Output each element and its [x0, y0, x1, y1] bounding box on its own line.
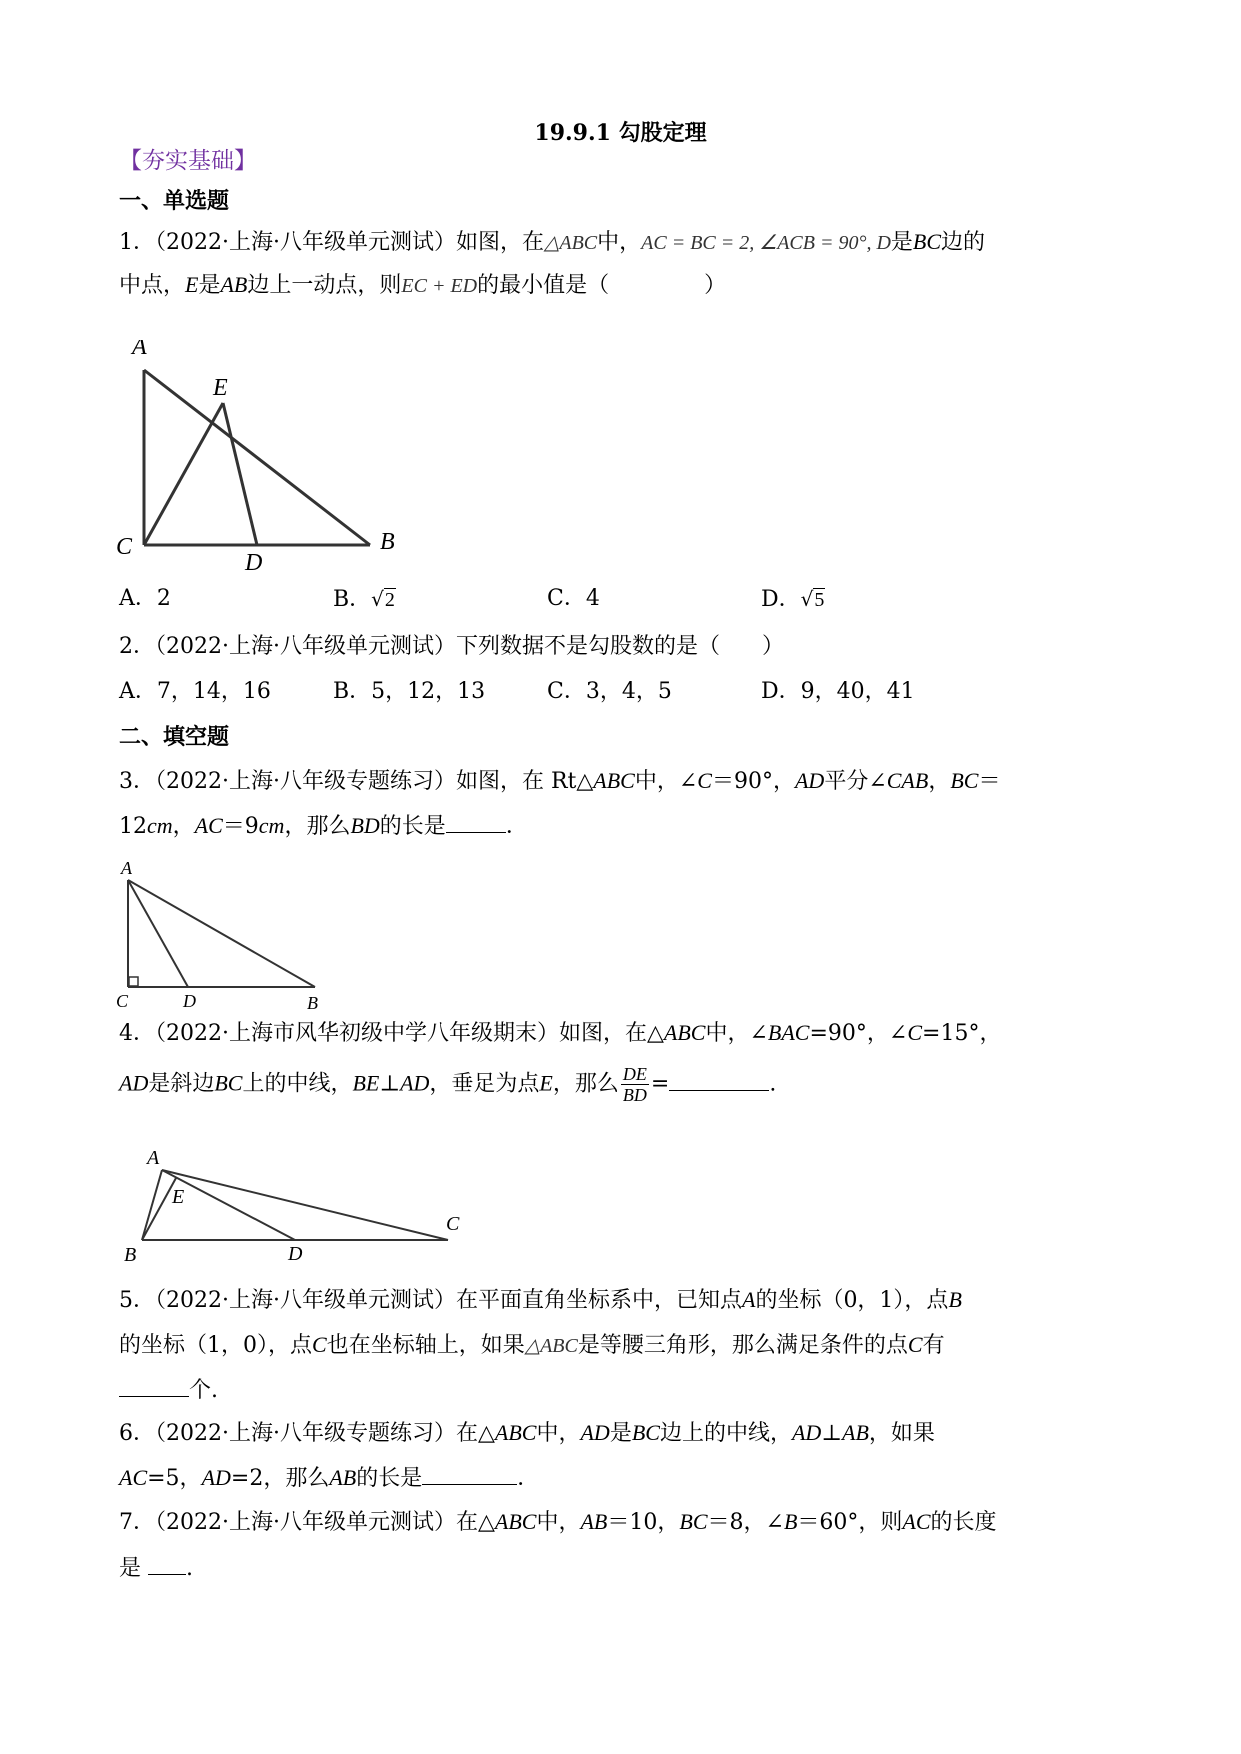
q6-var: AD: [580, 1420, 610, 1445]
q1-label-e: E: [213, 375, 228, 401]
q1-expression: EC + ED: [401, 275, 478, 297]
q3-label-a: A: [121, 858, 132, 878]
q3-label-c: C: [116, 991, 129, 1011]
q5-number: 5．: [119, 1288, 155, 1313]
q6-var: BC: [631, 1420, 660, 1445]
q3-text: ＝9: [222, 814, 259, 839]
q4-text: ，垂足为点: [429, 1071, 540, 1097]
option-label: A．: [119, 586, 157, 611]
q6-number: 6．: [119, 1421, 155, 1446]
q1-segment-ed: [223, 403, 257, 545]
option-value: 5: [814, 589, 825, 611]
q1-option-c[interactable]: [547, 584, 600, 614]
q3-unit: cm: [258, 813, 285, 838]
q3-number: 3．: [119, 769, 155, 794]
q7-var: B: [783, 1509, 798, 1534]
q5-text: 也在坐标轴上，如果: [326, 1333, 525, 1358]
q3-var: AD: [794, 768, 825, 793]
q3-text: 中，∠: [634, 769, 698, 794]
q5-var: C: [312, 1332, 327, 1357]
q4-edge-ab: [142, 1170, 162, 1240]
q1-line1: [119, 227, 985, 258]
q1-text: 边的: [941, 230, 986, 255]
sqrt-sign: √5: [800, 587, 825, 611]
q7-answer-blank[interactable]: [148, 1552, 186, 1575]
q3-text: ＝90°，: [711, 769, 795, 794]
q6-var: AD: [201, 1465, 231, 1490]
q1-var: AB: [220, 272, 248, 297]
option-label: C．: [547, 679, 586, 704]
q3-unit: cm: [147, 813, 173, 838]
q6-var: AC: [119, 1465, 148, 1490]
q6-line2: [119, 1462, 539, 1494]
q4-text: =15°，: [922, 1021, 1002, 1046]
q3-text: ＝: [978, 769, 1001, 794]
q3-var: ABC: [593, 768, 635, 793]
q3-text: ，: [172, 814, 195, 839]
q6-text: 边上的中线，: [659, 1421, 792, 1446]
option-label: D．: [761, 587, 801, 612]
q1-triangle-figure: [110, 340, 410, 570]
q2-text: ）: [761, 634, 784, 659]
q4-label-d: D: [288, 1243, 303, 1262]
q4-label-c: C: [446, 1213, 460, 1235]
q5-triangle: △ABC: [524, 1335, 578, 1357]
q6-text: ⊥: [821, 1421, 842, 1446]
q7-text: 的长度: [930, 1510, 997, 1535]
q5-var: C: [907, 1332, 923, 1357]
q3-right-angle-mark: [129, 977, 138, 986]
q3-text: （2022·上海·八年级专题练习）如图，在 Rt△: [155, 769, 594, 794]
q3-text: ，那么: [284, 814, 351, 839]
q1-text: 边上一动点，则: [247, 273, 402, 298]
q5-var: B: [948, 1287, 962, 1312]
q4-var: BC: [214, 1070, 243, 1096]
q6-text: =2，那么: [230, 1466, 330, 1491]
q7-text: 是: [119, 1556, 142, 1581]
q4-text: =90°，∠: [809, 1021, 908, 1046]
q1-number: 1．: [119, 230, 155, 255]
q3-line2: [119, 810, 528, 842]
section-basic-heading: 【夯实基础】: [119, 148, 257, 174]
q6-text: 中，: [536, 1421, 581, 1446]
option-value: 2: [384, 589, 395, 611]
q4-var: AD: [119, 1070, 149, 1096]
q3-answer-blank[interactable]: [446, 810, 506, 833]
q1-text: ）: [704, 273, 727, 298]
q7-text: ＝60°，则: [797, 1510, 903, 1535]
q4-var: BE: [352, 1070, 380, 1096]
q1-text: 的最小值是（: [477, 273, 610, 298]
q7-number: 7．: [119, 1510, 155, 1535]
q4-text: 上的中线，: [242, 1071, 353, 1097]
q6-text: ，如果: [868, 1421, 935, 1446]
q5-var: A: [741, 1287, 756, 1312]
option-value: 4: [585, 586, 600, 611]
q6-var: ABC: [494, 1420, 537, 1445]
q4-fraction: [621, 1064, 649, 1105]
q2-option-c[interactable]: [547, 677, 672, 707]
q3-label-b: B: [307, 993, 318, 1012]
q7-text: .: [186, 1556, 194, 1581]
q7-text: ＝8，∠: [707, 1510, 784, 1535]
q1-option-d[interactable]: [761, 584, 825, 615]
q1-text: 是: [890, 230, 913, 255]
q6-var: AB: [329, 1465, 357, 1490]
q3-var: BC: [950, 768, 979, 793]
q4-line2: [119, 1064, 776, 1105]
q7-var: AB: [580, 1509, 608, 1534]
q5-line1: [119, 1285, 962, 1316]
q3-text: 平分∠: [824, 769, 887, 794]
q1-line2: [119, 270, 726, 301]
q1-label-c: C: [116, 534, 133, 560]
q3-text: ．: [505, 814, 528, 839]
q7-line2: [119, 1552, 193, 1584]
q7-var: ABC: [494, 1509, 537, 1534]
q6-text: =5，: [147, 1466, 202, 1491]
q5-line2: [119, 1330, 945, 1361]
q3-triangle-figure: [110, 852, 330, 1012]
q4-text: （2022·上海市风华初级中学八年级期末）如图，在△: [155, 1021, 664, 1046]
q1-var: BC: [912, 229, 942, 254]
option-label: C．: [547, 586, 586, 611]
option-label: D．: [761, 679, 801, 704]
q4-number: 4．: [119, 1021, 155, 1046]
q1-text: 是: [198, 273, 221, 298]
q3-text: 12: [119, 814, 147, 839]
q6-text: ．: [517, 1466, 540, 1491]
q4-text: 中，∠: [705, 1021, 768, 1046]
q1-label-b: B: [380, 529, 395, 555]
q1-condition: AC = BC = 2, ∠ACB = 90°, D: [641, 232, 891, 254]
q6-var: AB: [842, 1420, 869, 1445]
q1-option-b[interactable]: [333, 584, 396, 615]
q1-label-d: D: [245, 550, 263, 570]
q2-line1: [119, 632, 784, 662]
q3-edge-ab: [128, 880, 315, 987]
q4-triangle-figure: [118, 1142, 478, 1262]
q4-var: AD: [400, 1070, 430, 1096]
q5-text: （2022·上海·八年级单元测试）在平面直角坐标系中，已知点: [155, 1288, 742, 1313]
q1-var: E: [185, 272, 199, 297]
q3-var: CAB: [886, 768, 929, 793]
q1-edge-ab: [144, 370, 370, 545]
q6-text: （2022·上海·八年级专题练习）在△: [155, 1421, 495, 1446]
q2-text: （2022·上海·八年级单元测试）下列数据不是勾股数的是（: [155, 634, 720, 659]
q2-option-b[interactable]: [333, 677, 485, 707]
q7-text: （2022·上海·八年级单元测试）在△: [155, 1510, 495, 1535]
q4-label-a: A: [147, 1147, 160, 1169]
q3-var: BD: [350, 813, 380, 838]
q2-option-d[interactable]: [761, 677, 915, 707]
q3-text: 的长是: [379, 814, 446, 839]
q4-line1: [119, 1018, 1001, 1049]
q5-text: 有: [922, 1333, 945, 1358]
section-single-choice-heading: 一、单选题: [119, 188, 230, 214]
option-label: B．: [333, 587, 372, 612]
q1-triangle: △ABC: [543, 232, 598, 254]
q5-text: 的坐标（0，1），点: [755, 1288, 949, 1313]
q1-option-a[interactable]: [119, 584, 171, 614]
q6-var: AD: [791, 1420, 822, 1445]
q3-line1: [119, 766, 1000, 797]
page-title: 19.9.1 勾股定理: [534, 120, 707, 146]
q4-var: ABC: [663, 1020, 706, 1045]
q1-text: 中点，: [119, 273, 186, 298]
q1-text: 中，: [597, 230, 642, 255]
section-fill-blank-heading: 二、填空题: [119, 724, 230, 750]
q1-label-a: A: [132, 340, 147, 360]
q6-text: 的长是: [356, 1466, 423, 1491]
q6-text: 是: [609, 1421, 632, 1446]
option-value: 2: [156, 586, 171, 611]
q4-answer-blank[interactable]: [669, 1068, 769, 1091]
q7-var: AC: [902, 1509, 931, 1534]
option-value: 3，4，5: [585, 679, 672, 704]
q1-segment-ce: [144, 403, 223, 545]
fraction-numerator: DE: [622, 1064, 647, 1084]
q4-label-b: B: [124, 1244, 137, 1262]
q6-line1: [119, 1418, 935, 1449]
q7-text: ＝10，: [607, 1510, 680, 1535]
q3-var: C: [697, 768, 712, 793]
option-value: 9，40，41: [800, 679, 915, 704]
q4-label-e: E: [172, 1186, 185, 1208]
q5-text: 是等腰三角形，那么满足条件的点: [577, 1333, 908, 1358]
q4-var: C: [907, 1020, 923, 1045]
q4-var: E: [539, 1070, 553, 1096]
q1-source: （2022·上海·八年级单元测试）如图，在: [155, 230, 544, 255]
q7-line1: [119, 1507, 997, 1538]
q4-text: ，那么: [552, 1071, 619, 1097]
q7-var: BC: [679, 1509, 708, 1534]
q5-text: 的坐标（1，0），点: [119, 1333, 312, 1358]
q5-text: 个.: [189, 1378, 218, 1403]
q5-line3: [119, 1374, 218, 1406]
q4-text: 是斜边: [148, 1071, 215, 1097]
q4-var: BAC: [767, 1020, 810, 1045]
option-label: B．: [333, 679, 372, 704]
q3-label-d: D: [183, 991, 196, 1011]
q3-var: AC: [194, 813, 223, 838]
option-label: A．: [119, 679, 157, 704]
q4-text: ⊥: [379, 1071, 401, 1097]
q4-segment-be: [142, 1178, 176, 1240]
q3-text: ，: [928, 769, 951, 794]
q7-text: 中，: [536, 1510, 581, 1535]
q4-text: .: [769, 1071, 777, 1097]
option-value: 7，14，16: [156, 679, 271, 704]
option-value: 5，12，13: [371, 679, 486, 704]
q4-edge-ac: [162, 1170, 448, 1240]
fraction-denominator: BD: [622, 1085, 647, 1105]
q4-text: =: [650, 1071, 670, 1097]
q2-number: 2．: [119, 634, 155, 659]
q5-answer-blank[interactable]: [119, 1374, 189, 1397]
q6-answer-blank[interactable]: [422, 1462, 517, 1485]
q2-option-a[interactable]: [119, 677, 271, 707]
sqrt-sign: √2: [371, 587, 395, 611]
